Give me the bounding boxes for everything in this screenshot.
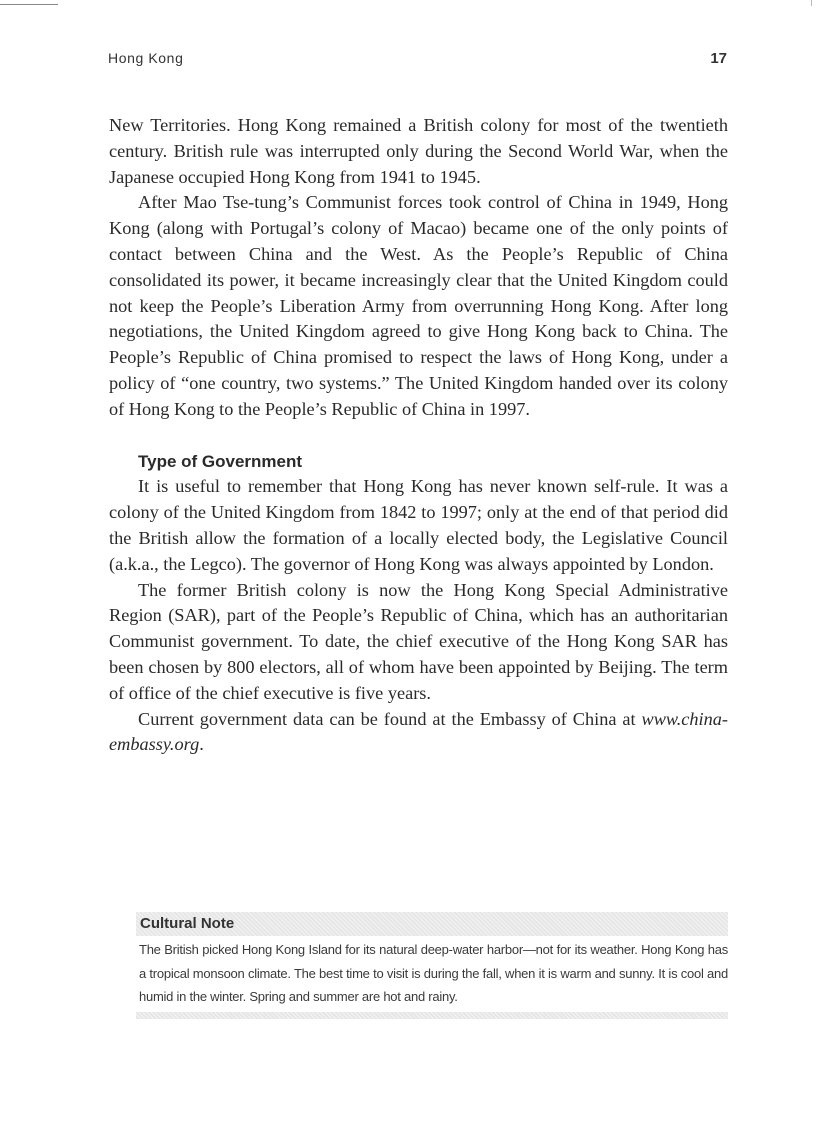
embassy-link[interactable]: www.china-embassy.org	[109, 708, 728, 755]
paragraph-mao-communist: After Mao Tse-tung’s Communist forces took control of China in 1949, Hong Kong (along with Portugal’s colony of Macao) became one of the only points of contact between China and the West. As the People’s Republic of China consolidated its power, it became increasingly clear that the United Kingdom could not keep the People’s Liberation Army from overrunning Hong Kong. After long negotiations, the United Kingdom agreed to give Hong Kong back to China. The People’s Republic of China promised to respect the laws of Hong Kong, under a policy of “one country, two systems.” The United Kingdom handed over its colony of Hong Kong to the People’s Republic of China in 1997.	[109, 192, 728, 419]
top-crop-rule	[0, 4, 58, 5]
paragraph-sar: The former British colony is now the Hong Kong Special Administrative Region (SAR), part of the People’s Republic of China, which has an authoritarian Communist government. To date, the chief executive of the Hong Kong SAR has been chosen by 800 electors, all of whom have been appointed by Beijing. The term of office of the chief executive is five years.	[109, 579, 728, 703]
page-number: 17	[710, 50, 727, 67]
cultural-note-title: Cultural Note	[136, 912, 728, 936]
paragraph-new-territories: New Territories. Hong Kong remained a British colony for most of the twentieth century. British rule was interrupted only during the Second World War, when the Japanese occupied Hong Kong from 1941 to 1945.	[109, 115, 728, 187]
paragraph-government-data-end: .	[199, 734, 204, 755]
cultural-note-body	[136, 936, 728, 1009]
cultural-note-box	[136, 912, 728, 1019]
cultural-note-bottom-band	[136, 1012, 728, 1019]
main-text-column	[109, 113, 728, 758]
paragraph-government-data-lead: Current government data can be found at the Embassy of China at	[138, 708, 642, 729]
paragraph-self-rule: It is useful to remember that Hong Kong has never known self-rule. It was a colony of the United Kingdom from 1842 to 1997; only at the end of that period did the British allow the formation of a locally elected body, the Legislative Council (a.k.a., the Legco). The governor of Hong Kong was always appointed by London.	[109, 476, 728, 574]
cultural-note-text: The British picked Hong Kong Island for its natural deep-water harbor—not for its weather. Hong Kong has a tropical monsoon climate. The best time to visit is during the fall, when it is warm and sunny. It is cool and humid in the winter. Spring and summer are hot and rainy.	[139, 942, 728, 1005]
section-heading-type-of-government: Type of Government	[138, 451, 303, 471]
running-head-title: Hong Kong	[108, 50, 184, 66]
corner-crop-mark	[811, 0, 812, 6]
paragraph-government-data	[109, 707, 728, 759]
